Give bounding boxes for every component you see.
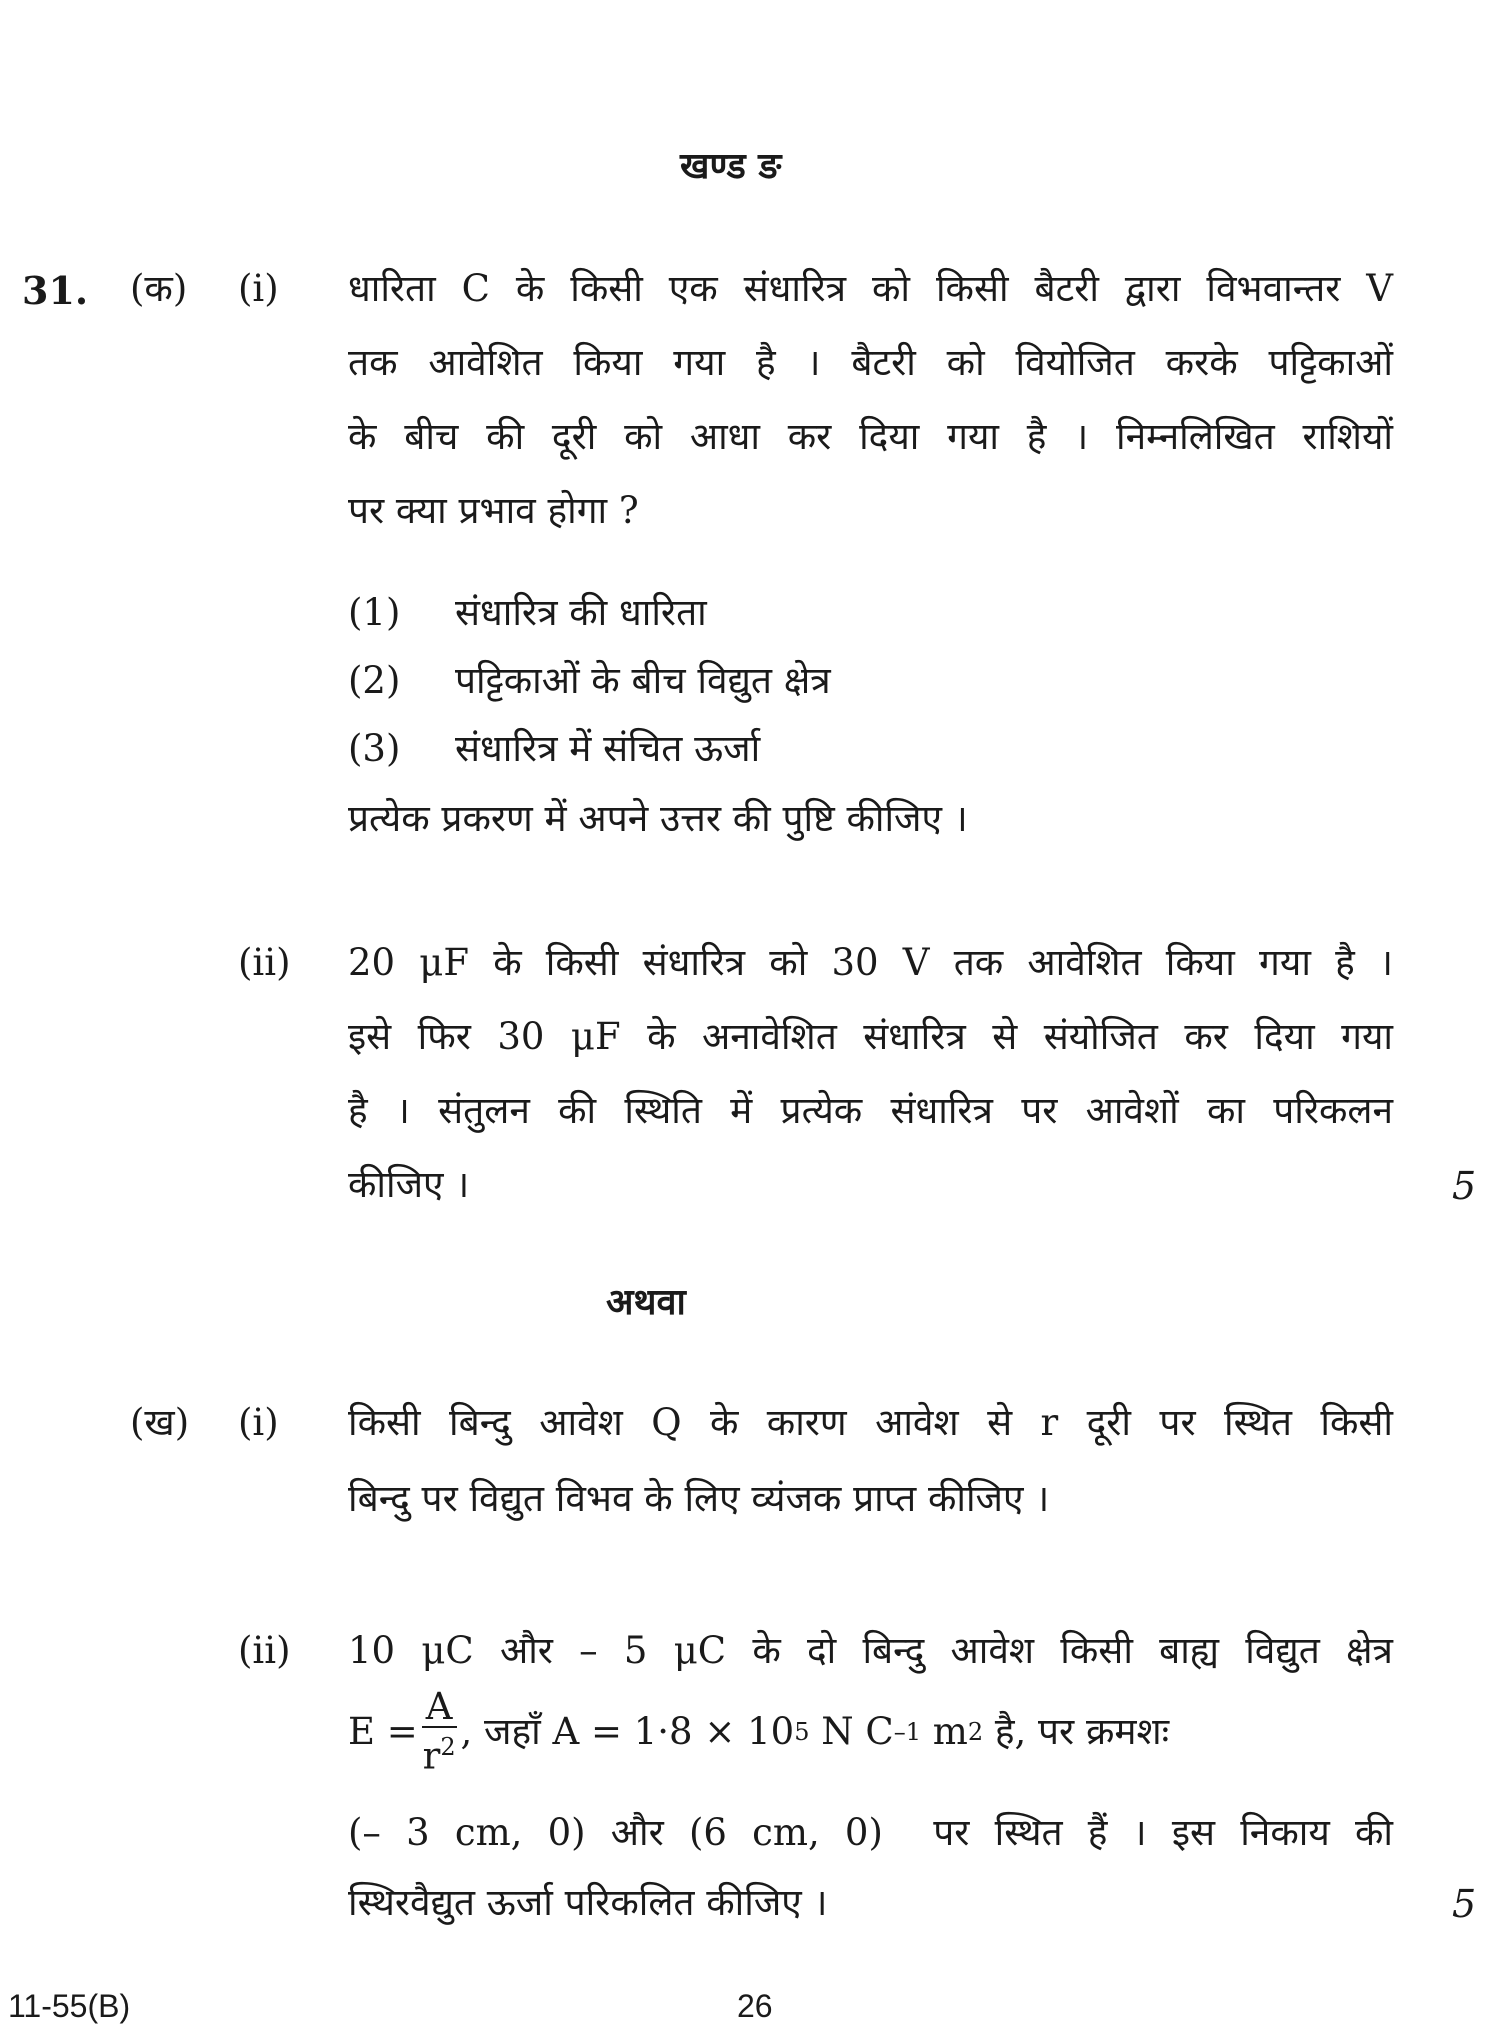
part-a-ii-line-1: 20 μF के किसी संधारित्र को 30 V तक आवेशित किया गया है ।	[348, 941, 1393, 984]
fraction-denominator: $r^2$	[422, 1733, 456, 1778]
eq-constant: , जहाँ A = 1·8 × 10	[460, 1709, 795, 1753]
field-equation	[348, 1685, 1170, 1778]
eq-exp-2: –1	[893, 1717, 921, 1746]
fraction-a-over-r2	[422, 1685, 457, 1778]
part-a-marks: 5	[1452, 1164, 1477, 1208]
section-heading: खण्ड ङ	[680, 145, 782, 187]
part-a-i-line-3: के बीच की दूरी को आधा कर दिया गया है । निम्नलिखित राशियों	[348, 415, 1393, 458]
part-a-i-closing: प्रत्येक प्रकरण में अपने उत्तर की पुष्टि कीजिए ।	[348, 797, 968, 840]
part-b-i-line-1: किसी बिन्दु आवेश Q के कारण आवेश से r दूरी पर स्थित किसी	[348, 1401, 1393, 1444]
item-3-number: (3)	[348, 727, 401, 770]
part-b-sub-ii-label: (ii)	[238, 1629, 291, 1672]
item-1-text: संधारित्र की धारिता	[455, 591, 707, 634]
item-3-text: संधारित्र में संचित ऊर्जा	[455, 727, 761, 770]
eq-exp-3: 2	[967, 1717, 984, 1746]
part-a-i-line-4: पर क्या प्रभाव होगा ?	[348, 489, 639, 532]
part-a-ii-line-4: कीजिए ।	[348, 1163, 470, 1206]
item-1-number: (1)	[348, 591, 401, 634]
part-a-sub-ii-label: (ii)	[238, 941, 291, 984]
fraction-numerator: A	[422, 1688, 457, 1728]
eq-exp-1: 5	[794, 1717, 810, 1746]
eq-unit-a: N C	[809, 1709, 894, 1753]
question-number: 31.	[22, 268, 89, 313]
part-a-ii-line-3: है । संतुलन की स्थिति में प्रत्येक संधारित्र पर आवेशों का परिकलन	[348, 1089, 1393, 1132]
part-b-marks: 5	[1452, 1882, 1477, 1926]
part-b-ii-line-4: स्थिरवैद्युत ऊर्जा परिकलित कीजिए ।	[348, 1881, 828, 1924]
part-b-ii-line-3: (– 3 cm, 0) और (6 cm, 0) पर स्थित हैं । इस निकाय की	[348, 1811, 1393, 1854]
page-number: 26	[737, 1988, 773, 2024]
part-a-sub-i-label: (i)	[238, 267, 279, 310]
eq-tail: है, पर क्रमशः	[983, 1709, 1170, 1753]
or-divider: अथवा	[606, 1281, 686, 1323]
item-2-number: (2)	[348, 659, 401, 702]
part-a-label: (क)	[130, 267, 188, 310]
part-b-ii-line-1: 10 μC और – 5 μC के दो बिन्दु आवेश किसी बाह्य विद्युत क्षेत्र	[348, 1629, 1393, 1672]
paper-code: 11-55(B)	[8, 1988, 131, 2024]
eq-unit-b: m	[920, 1709, 968, 1753]
part-a-ii-line-2: इसे फिर 30 μF के अनावेशित संधारित्र से संयोजित कर दिया गया	[348, 1015, 1393, 1058]
part-b-label: (ख)	[130, 1401, 190, 1444]
part-a-i-line-1: धारिता C के किसी एक संधारित्र को किसी बैटरी द्वारा विभवान्तर V	[348, 267, 1393, 310]
eq-e-label: E =	[348, 1709, 418, 1753]
part-a-i-line-2: तक आवेशित किया गया है । बैटरी को वियोजित करके पट्टिकाओं	[348, 341, 1393, 384]
item-2-text: पट्टिकाओं के बीच विद्युत क्षेत्र	[455, 659, 831, 702]
part-b-i-line-2: बिन्दु पर विद्युत विभव के लिए व्यंजक प्राप्त कीजिए ।	[348, 1477, 1050, 1520]
part-b-sub-i-label: (i)	[238, 1401, 279, 1444]
